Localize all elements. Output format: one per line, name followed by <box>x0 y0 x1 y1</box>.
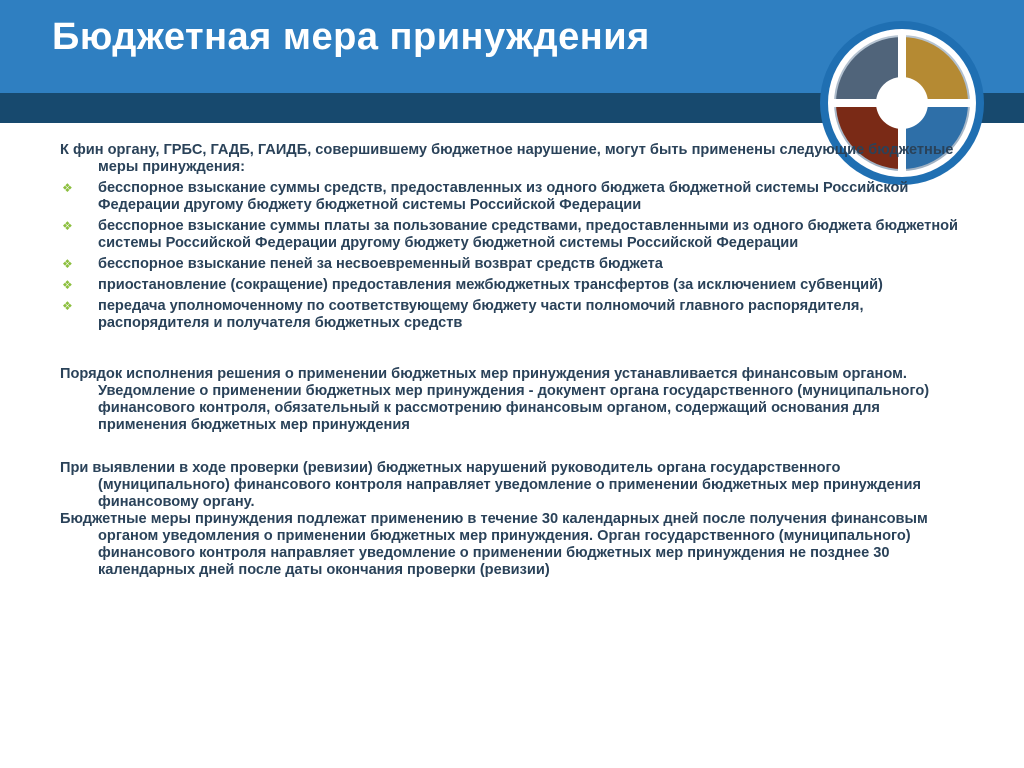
slide-body <box>60 142 960 579</box>
list-item <box>60 277 960 294</box>
intro-paragraph: К фин органу, ГРБС, ГАДБ, ГАИДБ, совершившему бюджетное нарушение, могут быть применены следующие бюджетные меры принуждения: <box>60 142 954 175</box>
list-item <box>60 298 960 332</box>
list-item <box>60 180 960 214</box>
notification-paragraph: При выявлении в ходе проверки (ревизии) бюджетных нарушений руководитель органа государственного (муниципального) финансового контроля направляет уведомление о применении бюджетных мер принуждения финансовому органу. <box>60 460 921 510</box>
diamond-icon: ❖ <box>62 181 73 195</box>
diamond-icon: ❖ <box>62 299 73 313</box>
list-item <box>60 256 960 273</box>
diamond-icon: ❖ <box>62 257 73 271</box>
slide-title: Бюджетная мера принуждения <box>52 16 650 58</box>
measures-list <box>60 180 960 332</box>
list-item-text: передача уполномоченному по соответствующему бюджету части полномочий главного распорядителя, распорядителя и получателя бюджетных средств <box>98 298 864 331</box>
diamond-icon: ❖ <box>62 278 73 292</box>
deadline-paragraph: Бюджетные меры принуждения подлежат применению в течение 30 календарных дней после получения финансовым органом уведомления о применении бюджетных мер принуждения. Орган государственного (муниципального) финансового контроля направляет уведомление о применении бюджетных мер принуждения не позднее 30 календарных дней после даты окончания проверки (ревизии) <box>60 511 928 578</box>
list-item <box>60 218 960 252</box>
diamond-icon: ❖ <box>62 219 73 233</box>
list-item-text: бесспорное взыскание суммы платы за пользование средствами, предоставленными из одного бюджета бюджетной системы Российской Федерации другому бюджету бюджетной системы Российской Федерации <box>98 218 959 251</box>
list-item-text: приостановление (сокращение) предоставления межбюджетных трансфертов (за исключением субвенций) <box>98 277 883 293</box>
spacer <box>60 434 960 460</box>
spacer <box>60 336 960 366</box>
procedure-paragraph: Порядок исполнения решения о применении бюджетных мер принуждения устанавливается финансовым органом. Уведомление о применении бюджетных мер принуждения - документ органа государственного (муниципального) финансового контроля, обязательный к рассмотрению финансовым органом, содержащий основания для применения бюджетных мер принуждения <box>60 366 930 433</box>
list-item-text: бесспорное взыскание пеней за несвоевременный возврат средств бюджета <box>98 256 663 272</box>
list-item-text: бесспорное взыскание суммы средств, предоставленных из одного бюджета бюджетной системы Российской Федерации другому бюджету бюджетной системы Российской Федерации <box>98 180 909 213</box>
